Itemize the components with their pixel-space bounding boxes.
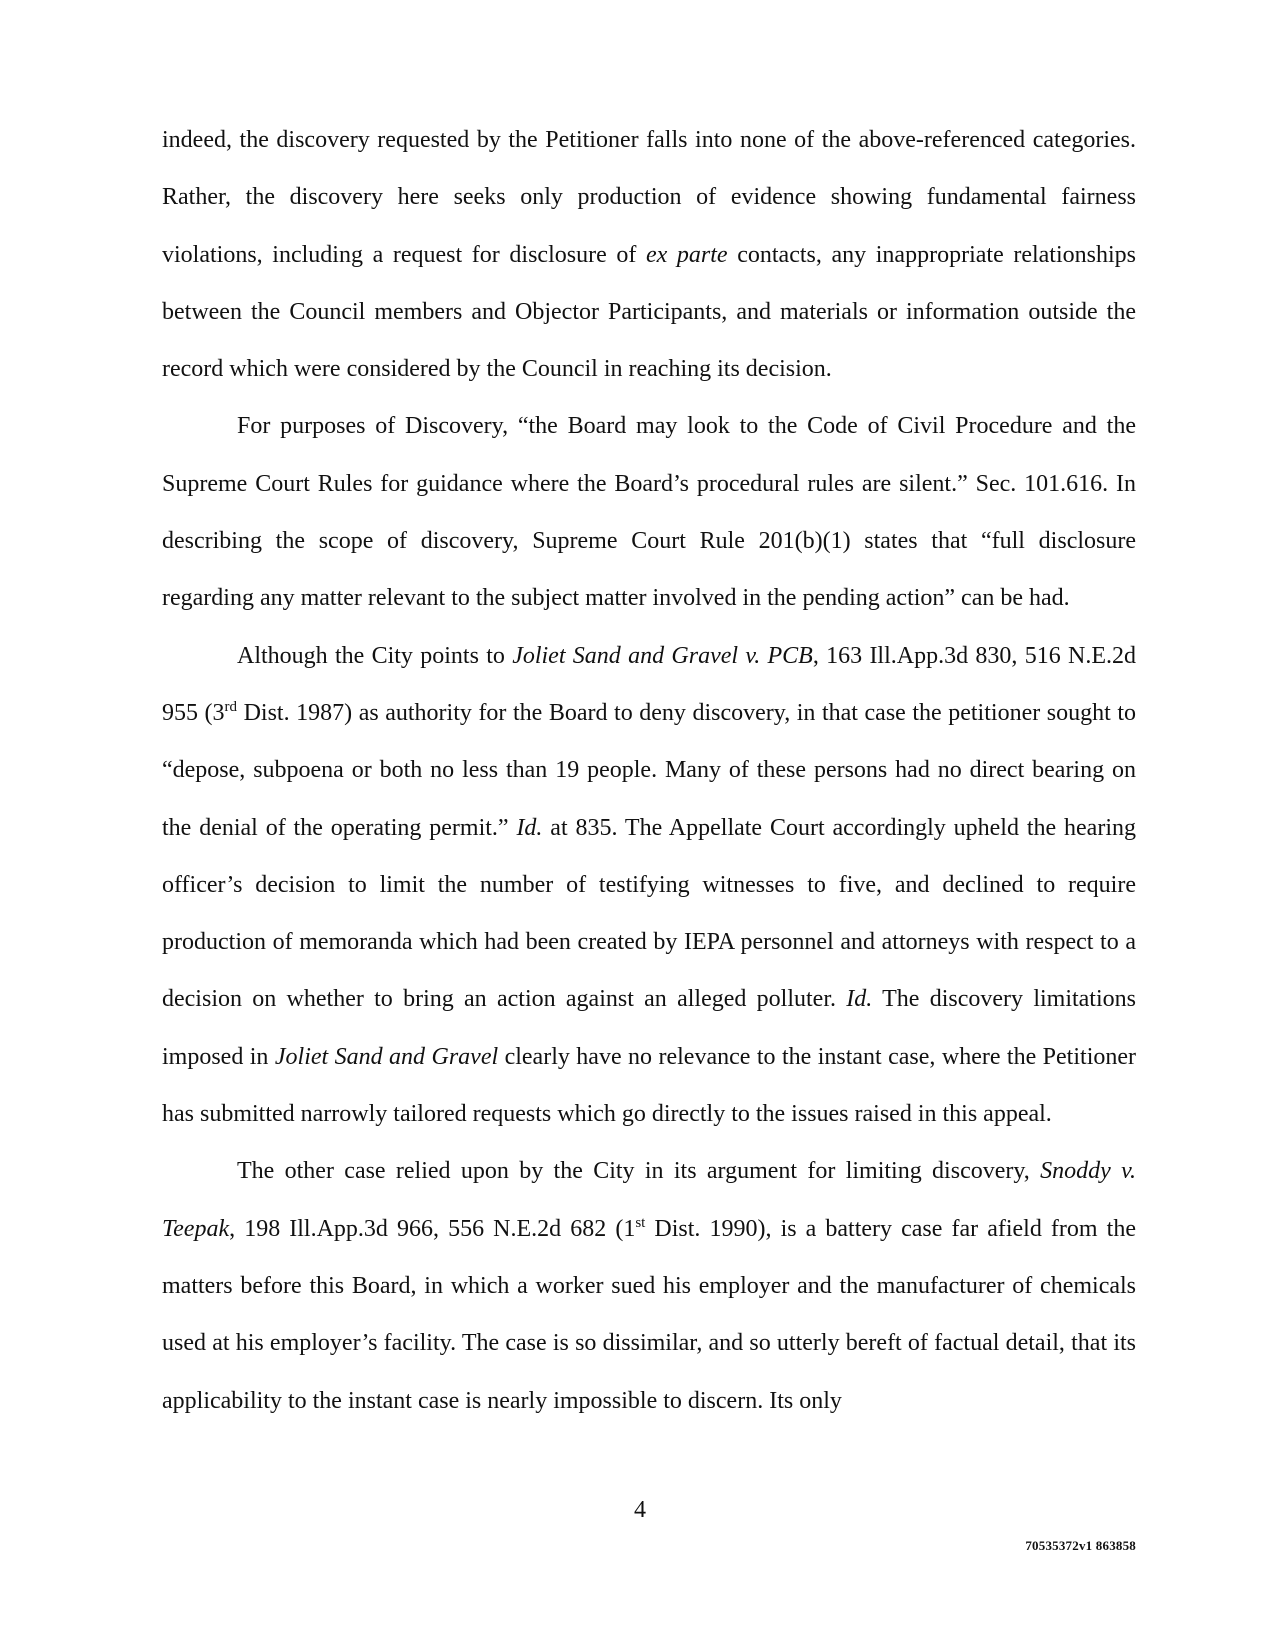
- paragraph-4: [162, 1143, 1136, 1429]
- body-text-run: at 835. The Appellate Court accordingly upheld the hearing officer’s decision to limit the number of testifying witnesses to five, and declined to require production of memoranda which had been created by IEPA personnel and attorneys with respect to a decision on whether to bring an action against an alleged polluter.: [162, 814, 1136, 1013]
- body-text-run: contacts, any inappropriate relationships between the Council members and Objector Participants, and materials or information outside the record which were considered by the Council in reaching its decision.: [162, 241, 1136, 383]
- citation-text: Joliet Sand and Gravel v. PCB: [512, 642, 813, 669]
- body-text-run: , 163 Ill.App.3d 830, 516 N.E.2d 955 (3: [162, 642, 1136, 726]
- body-text-run: Dist. 1987) as authority for the Board to deny discovery, in that case the petitioner sought to “depose, subpoena or both no less than 19 people. Many of these persons had no direct bearing on the denial of the operating permit.”: [162, 699, 1136, 841]
- citation-text: Id.: [846, 986, 873, 1013]
- body-text-run: indeed, the discovery requested by the Petitioner falls into none of the above-referenced categories. Rather, the discovery here seeks only production of evidence showing fundamental fairness violations, including a request for disclosure of: [162, 127, 1136, 268]
- paragraph-2: [162, 398, 1136, 627]
- ordinal-suffix: rd: [224, 698, 238, 715]
- ordinal-suffix: st: [635, 1214, 646, 1231]
- document-body: [162, 112, 1136, 1430]
- body-text-run: The discovery limitations imposed in: [162, 986, 1136, 1070]
- body-text-run: Although the City points to: [237, 642, 513, 669]
- citation-text: ex parte: [645, 241, 728, 268]
- body-text-run: clearly have no relevance to the instant case, where the Petitioner has submitted narrowly tailored requests which go directly to the issues raised in this appeal.: [162, 1043, 1137, 1128]
- citation-text: Joliet Sand and Gravel: [274, 1043, 499, 1070]
- citation-text: Snoddy v. Teepak: [162, 1158, 1136, 1242]
- body-text-run: The other case relied upon by the City in its argument for limiting discovery,: [237, 1158, 1041, 1185]
- document-id: 70535372v1 863858: [1025, 1538, 1136, 1553]
- body-text-run: , 198 Ill.App.3d 966, 556 N.E.2d 682 (1: [229, 1215, 636, 1242]
- body-text-run: For purposes of Discovery, “the Board may look to the Code of Civil Procedure and the Supreme Court Rules for guidance where the Board’s procedural rules are silent.” Sec. 101.616. In describing the scope of discovery, Supreme Court Rule 201(b)(1) states that “full disclosure regarding any matter relevant to the subject matter involved in the pending action” can be had.: [162, 413, 1136, 612]
- citation-text: Id.: [516, 814, 543, 841]
- paragraph-3: [162, 628, 1136, 1144]
- paragraph-1: [162, 112, 1136, 398]
- body-text-run: Dist. 1990), is a battery case far afield from the matters before this Board, in which a worker sued his employer and the manufacturer of chemicals used at his employer’s facility. The case is so dissimilar, and so utterly bereft of factual detail, that its applicability to the instant case is nearly impossible to discern. Its only: [162, 1215, 1136, 1414]
- page-number: 4: [634, 1497, 646, 1523]
